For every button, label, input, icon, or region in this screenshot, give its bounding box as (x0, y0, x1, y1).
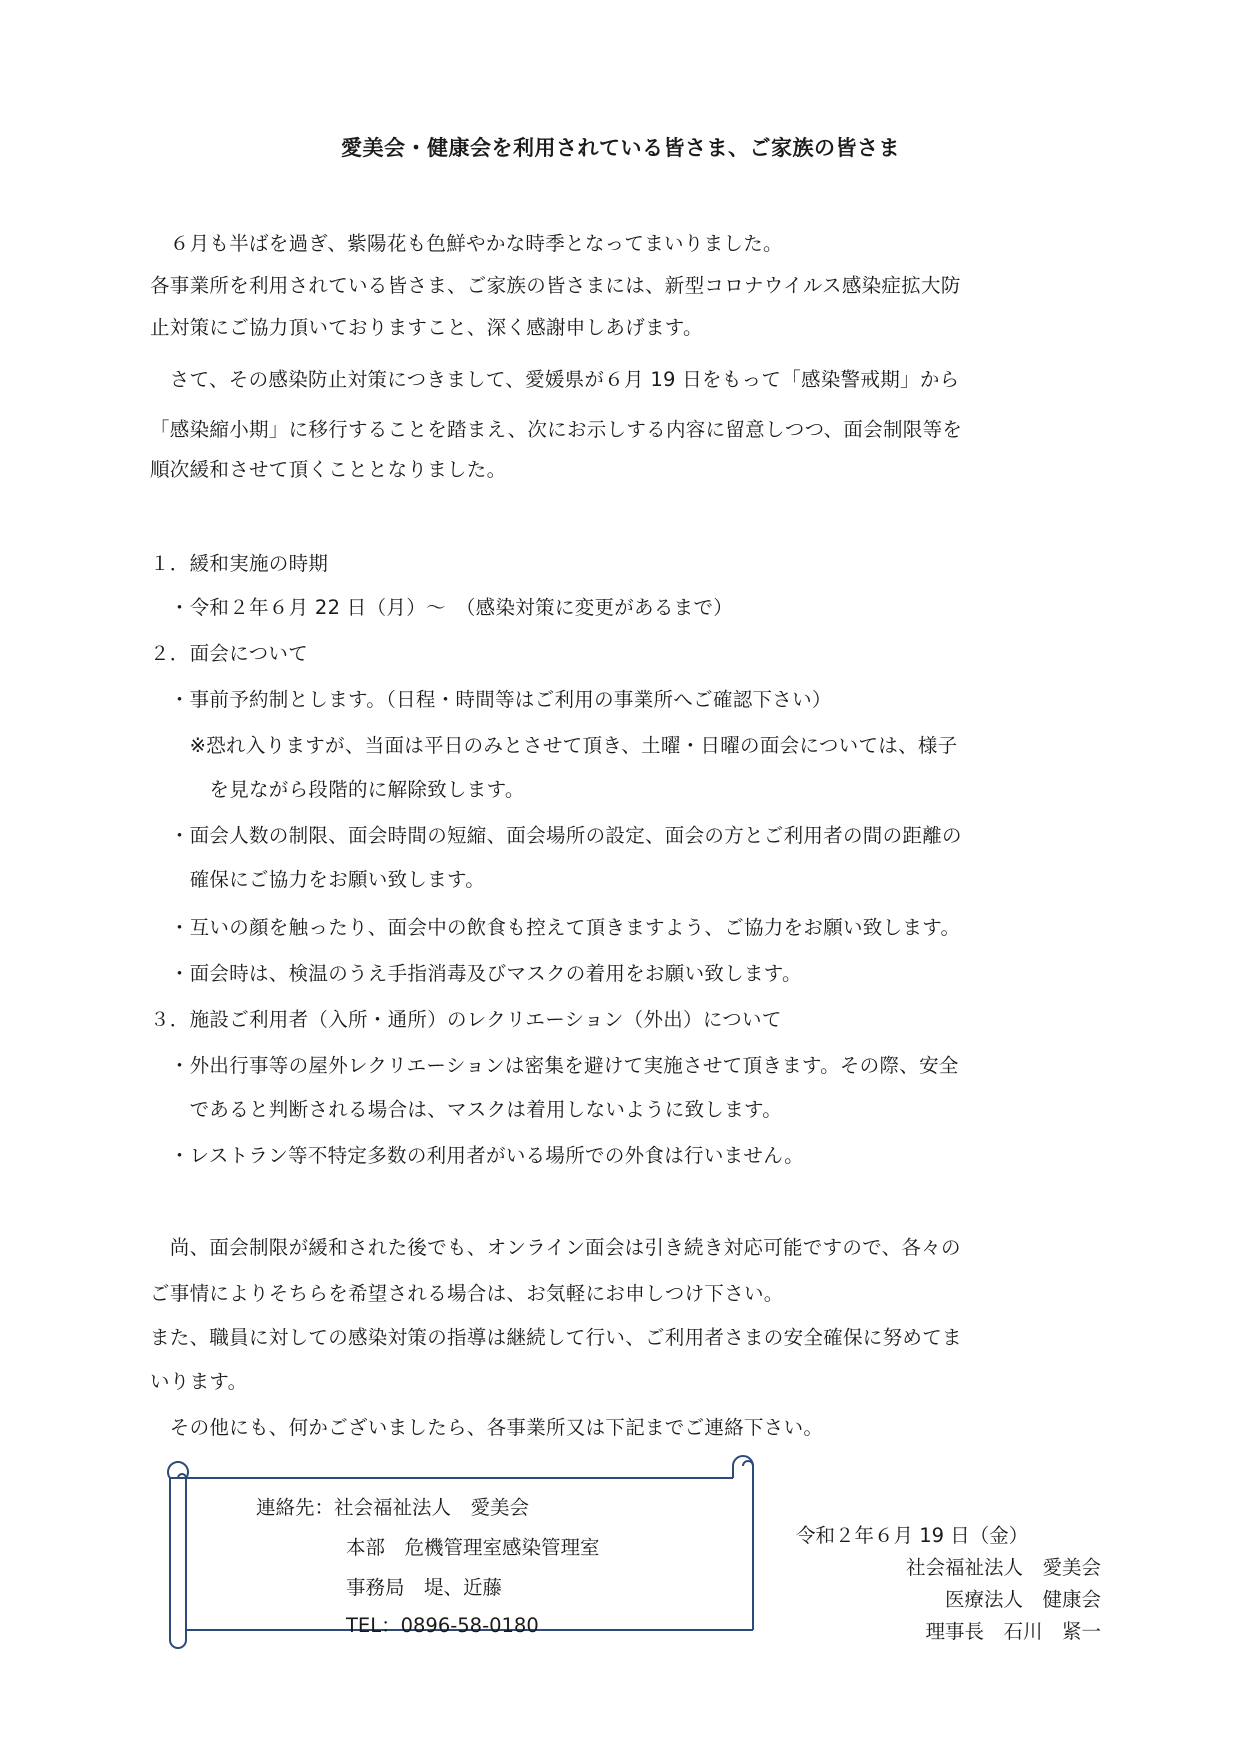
contact-dept: 本部 危機管理室感染管理室 (346, 1536, 600, 1559)
intro-line: 順次緩和させて頂くこととなりました。 (150, 458, 507, 481)
section-heading: １．緩和実施の時期 (150, 552, 329, 575)
section-item: ・令和２年６月 22 日（月）～ （感染対策に変更があるまで） (150, 596, 734, 619)
page-title: 愛美会・健康会を利用されている皆さま、ご家族の皆さま (341, 136, 900, 160)
issue-date: 令和２年６月 19 日（金） (796, 1524, 1029, 1547)
section-note: ※恐れ入りますが、当面は平日のみとさせて頂き、土曜・日曜の面会については、様子 (150, 734, 958, 757)
section-item: ・互いの顔を触ったり、面会中の飲食も控えて頂きますよう、ご協力をお願い致します。 (150, 916, 961, 939)
closing-line: また、職員に対しての感染対策の指導は継続して行い、ご利用者さまの安全確保に努めてま (150, 1326, 962, 1349)
contact-office: 事務局 堤、近藤 (346, 1576, 503, 1599)
section-heading: ３．施設ご利用者（入所・通所）のレクリエーション（外出）について (150, 1008, 782, 1031)
closing-line: いります。 (150, 1370, 248, 1393)
section-item: ・面会人数の制限、面会時間の短縮、面会場所の設定、面会の方とご利用者の間の距離の (150, 824, 962, 847)
closing-line: その他にも、何かございましたら、各事業所又は下記までご連絡下さい。 (150, 1416, 824, 1439)
intro-line: 「感染縮小期」に移行することを踏まえ、次にお示しする内容に留意しつつ、面会制限等を (150, 418, 963, 441)
section-note: を見ながら段階的に解除致します。 (150, 778, 525, 801)
section-heading: ２．面会について (150, 642, 309, 665)
contact-label: 連絡先：社会福祉法人 愛美会 (256, 1496, 530, 1519)
intro-line: 止対策にご協力頂いておりますこと、深く感謝申しあげます。 (150, 316, 703, 339)
section-item: ・面会時は、検温のうえ手指消毒及びマスクの着用をお願い致します。 (150, 962, 802, 985)
signature-org-1: 社会福祉法人 愛美会 (905, 1556, 1101, 1579)
contact-scroll-frame (158, 1448, 778, 1658)
closing-line: 尚、面会制限が緩和された後でも、オンライン面会は引き続き対応可能ですので、各々の (150, 1236, 961, 1259)
section-item: であると判断される場合は、マスクは着用しないように致します。 (150, 1098, 783, 1121)
section-item: ・事前予約制とします。（日程・時間等はご利用の事業所へご確認下さい） (150, 688, 832, 711)
intro-line: 各事業所を利用されている皆さま、ご家族の皆さまには、新型コロナウイルス感染症拡大防 (150, 274, 961, 297)
closing-line: ご事情によりそちらを希望される場合は、お気軽にお申しつけ下さい。 (150, 1282, 784, 1305)
signature-org-2: 医療法人 健康会 (944, 1588, 1101, 1611)
signature-chair: 理事長 石川 紧一 (925, 1620, 1101, 1643)
section-item: ・レストラン等不特定多数の利用者がいる場所での外食は行いません。 (150, 1144, 804, 1167)
contact-tel: TEL：0896-58-0180 (346, 1614, 539, 1637)
section-item: ・外出行事等の屋外レクリエーションは密集を避けて実施させて頂きます。その際、安全 (150, 1054, 959, 1077)
intro-line: ６月も半ばを過ぎ、紫陽花も色鮮やかな時季となってまいりました。 (150, 232, 783, 255)
intro-line: さて、その感染防止対策につきまして、愛媛県が６月 19 日をもって「感染警戒期」から (150, 368, 960, 391)
section-item: 確保にご協力をお願い致します。 (150, 868, 486, 891)
